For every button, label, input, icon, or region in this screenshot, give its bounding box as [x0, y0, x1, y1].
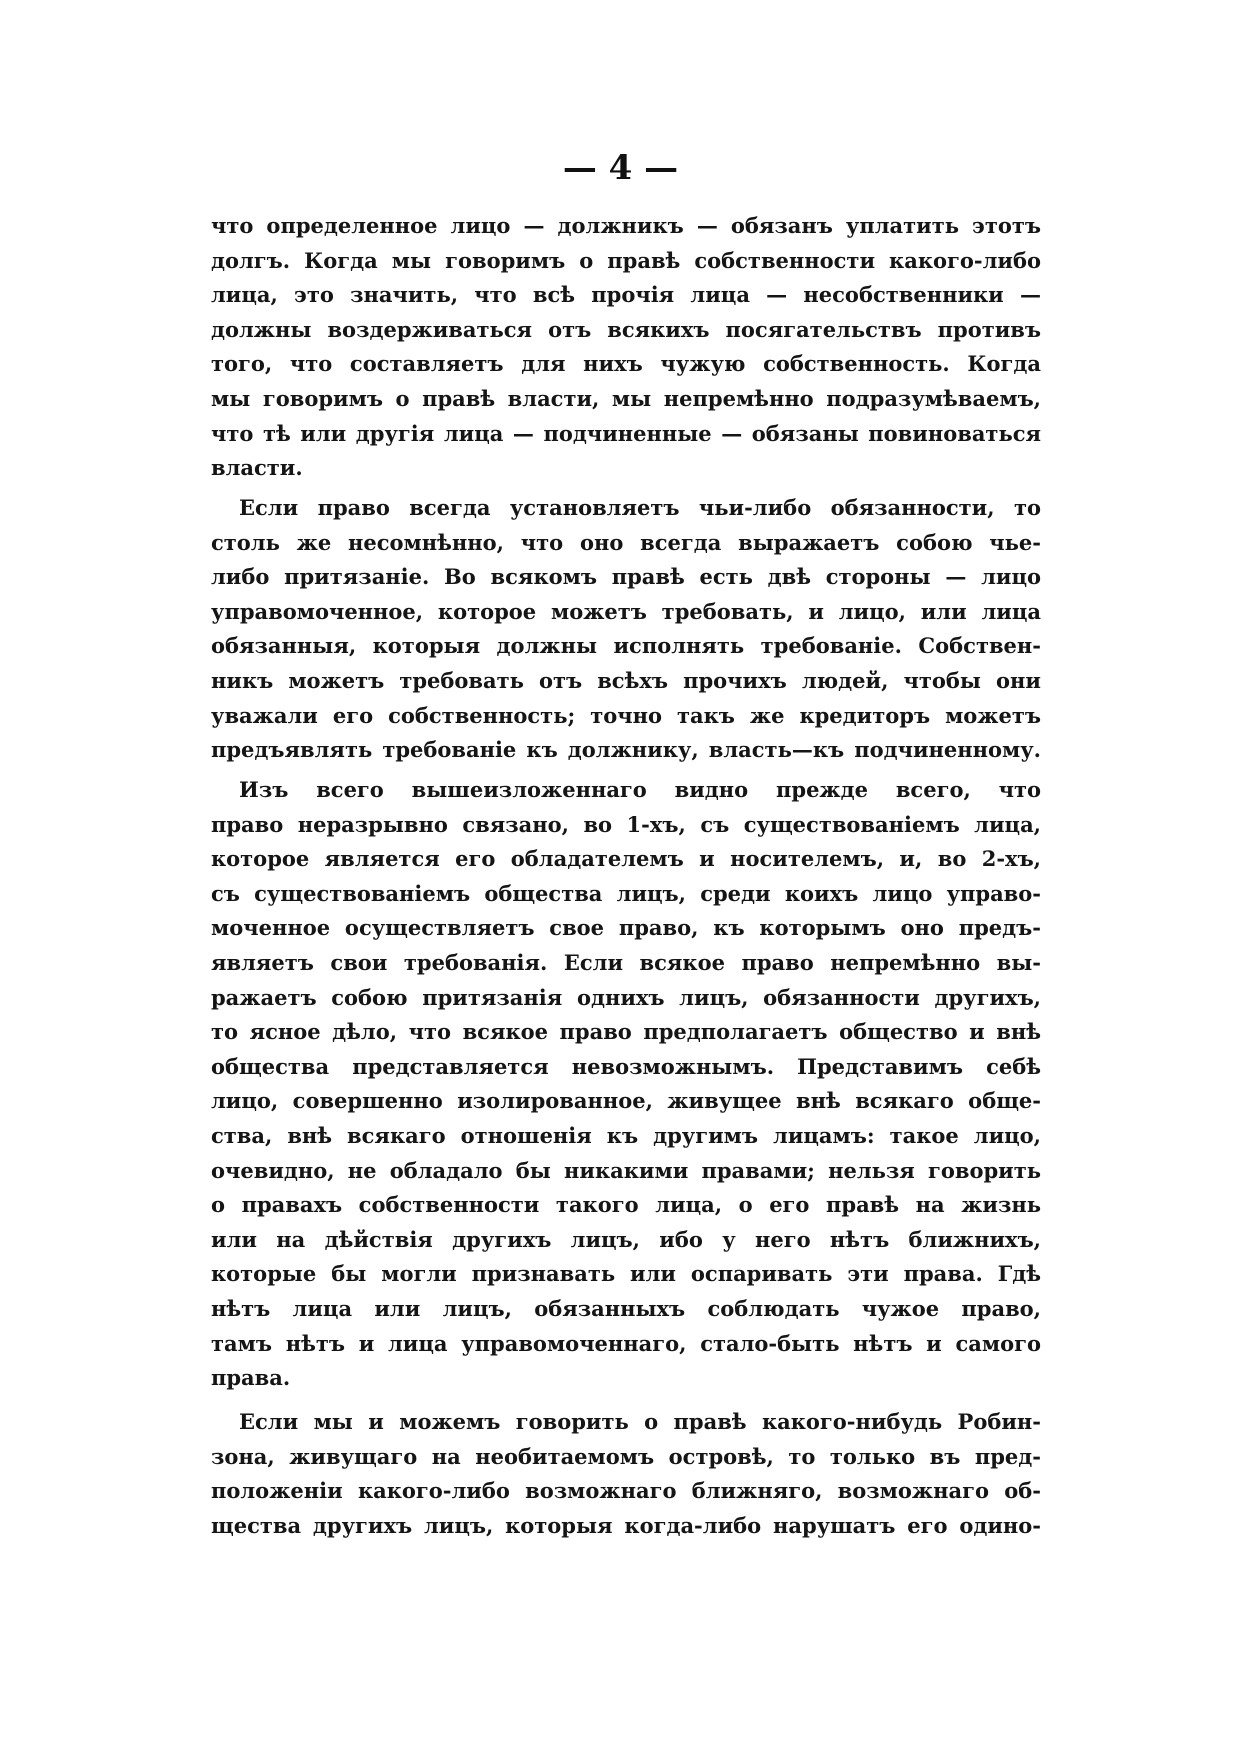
text-line: лицо, совершенно изолированное, живущее внѣ всякаго обще-	[211, 1088, 1041, 1114]
text-line: мы говоримъ о правѣ власти, мы непремѣнно подразумѣваемъ,	[211, 385, 1041, 411]
text-line: моченное осуществляетъ свое право, къ которымъ оно предъ-	[211, 915, 1041, 941]
text-line: что определенное лицо — должникъ — обязанъ уплатить этотъ	[211, 213, 1041, 238]
text-line: либо притязаніе. Во всякомъ правѣ есть двѣ стороны — лицо	[211, 564, 1041, 590]
paragraph-3	[211, 773, 1041, 1396]
text-line: власти.	[211, 455, 303, 481]
text-line: столь же несомнѣнно, что оно всегда выражаетъ собою чье-	[211, 529, 1041, 555]
paragraph-1	[211, 209, 1041, 486]
page-number: — 4 —	[562, 148, 679, 188]
paragraph-2	[211, 491, 1041, 768]
text-line: ства, внѣ всякаго отношенія къ другимъ лицамъ: такое лицо,	[211, 1122, 1041, 1148]
text-line: должны воздерживаться отъ всякихъ посягательствъ противъ	[211, 316, 1041, 342]
text-line: Изъ всего вышеизложеннаго видно прежде всего, что	[239, 777, 1041, 802]
text-line: права.	[211, 1365, 291, 1391]
text-line: зона, живущаго на необитаемомъ островѣ, то только въ пред-	[211, 1443, 1041, 1469]
text-line: или на дѣйствія другихъ лицъ, ибо у него нѣтъ ближнихъ,	[211, 1226, 1041, 1252]
text-line: Если мы и можемъ говорить о правѣ какого-нибудь Робин-	[239, 1409, 1041, 1434]
text-line: того, что составляетъ для нихъ чужую собственность. Когда	[211, 351, 1041, 377]
text-line: очевидно, не обладало бы никакими правами; нельзя говорить	[211, 1157, 1041, 1183]
paragraph-4	[211, 1405, 1041, 1543]
text-line: предъявлять требованіе къ должнику, власть—къ подчиненному.	[211, 737, 1041, 763]
text-line: долгъ. Когда мы говоримъ о правѣ собственности какого-либо	[211, 247, 1041, 273]
text-line: являетъ свои требованія. Если всякое право непремѣнно вы-	[211, 949, 1041, 975]
text-line: Если право всегда установляетъ чьи-либо обязанности, то	[239, 495, 1041, 520]
text-line: уважали его собственность; точно такъ же кредиторъ можетъ	[211, 702, 1041, 728]
text-line: съ существованіемъ общества лицъ, среди коихъ лицо управо-	[211, 880, 1041, 906]
text-line: которое является его обладателемъ и носителемъ, и, во 2-хъ,	[211, 846, 1041, 872]
text-line: управомоченное, которое можетъ требовать, и лицо, или лица	[211, 598, 1041, 624]
text-line: никъ можетъ требовать отъ всѣхъ прочихъ людей, чтобы они	[211, 667, 1041, 693]
text-line: положеніи какого-либо возможнаго ближняго, возможнаго об-	[211, 1478, 1041, 1504]
text-line: тамъ нѣтъ и лица управомоченнаго, стало-быть нѣтъ и самого	[211, 1330, 1041, 1356]
text-line: щества другихъ лицъ, которыя когда-либо нарушатъ его одино-	[211, 1512, 1041, 1538]
text-line: ражаетъ собою притязанія однихъ лицъ, обязанности другихъ,	[211, 984, 1041, 1010]
text-line: нѣтъ лица или лицъ, обязанныхъ соблюдать чужое право,	[211, 1295, 1041, 1321]
text-line: обязанныя, которыя должны исполнять требованіе. Собствен-	[211, 633, 1041, 659]
text-line: которые бы могли признавать или оспаривать эти права. Гдѣ	[211, 1261, 1041, 1287]
text-line: лица, это значить, что всѣ прочія лица — несобственники —	[211, 282, 1041, 308]
text-line: то ясное дѣло, что всякое право предполагаетъ общество и внѣ	[211, 1019, 1041, 1045]
text-line: общества представляется невозможнымъ. Представимъ себѣ	[211, 1053, 1041, 1079]
text-line: право неразрывно связано, во 1-хъ, съ существованіемъ лица,	[211, 811, 1041, 837]
text-line: что тѣ или другія лица — подчиненные — обязаны повиноваться	[211, 420, 1041, 446]
text-line: о правахъ собственности такого лица, о его правѣ на жизнь	[211, 1192, 1041, 1218]
